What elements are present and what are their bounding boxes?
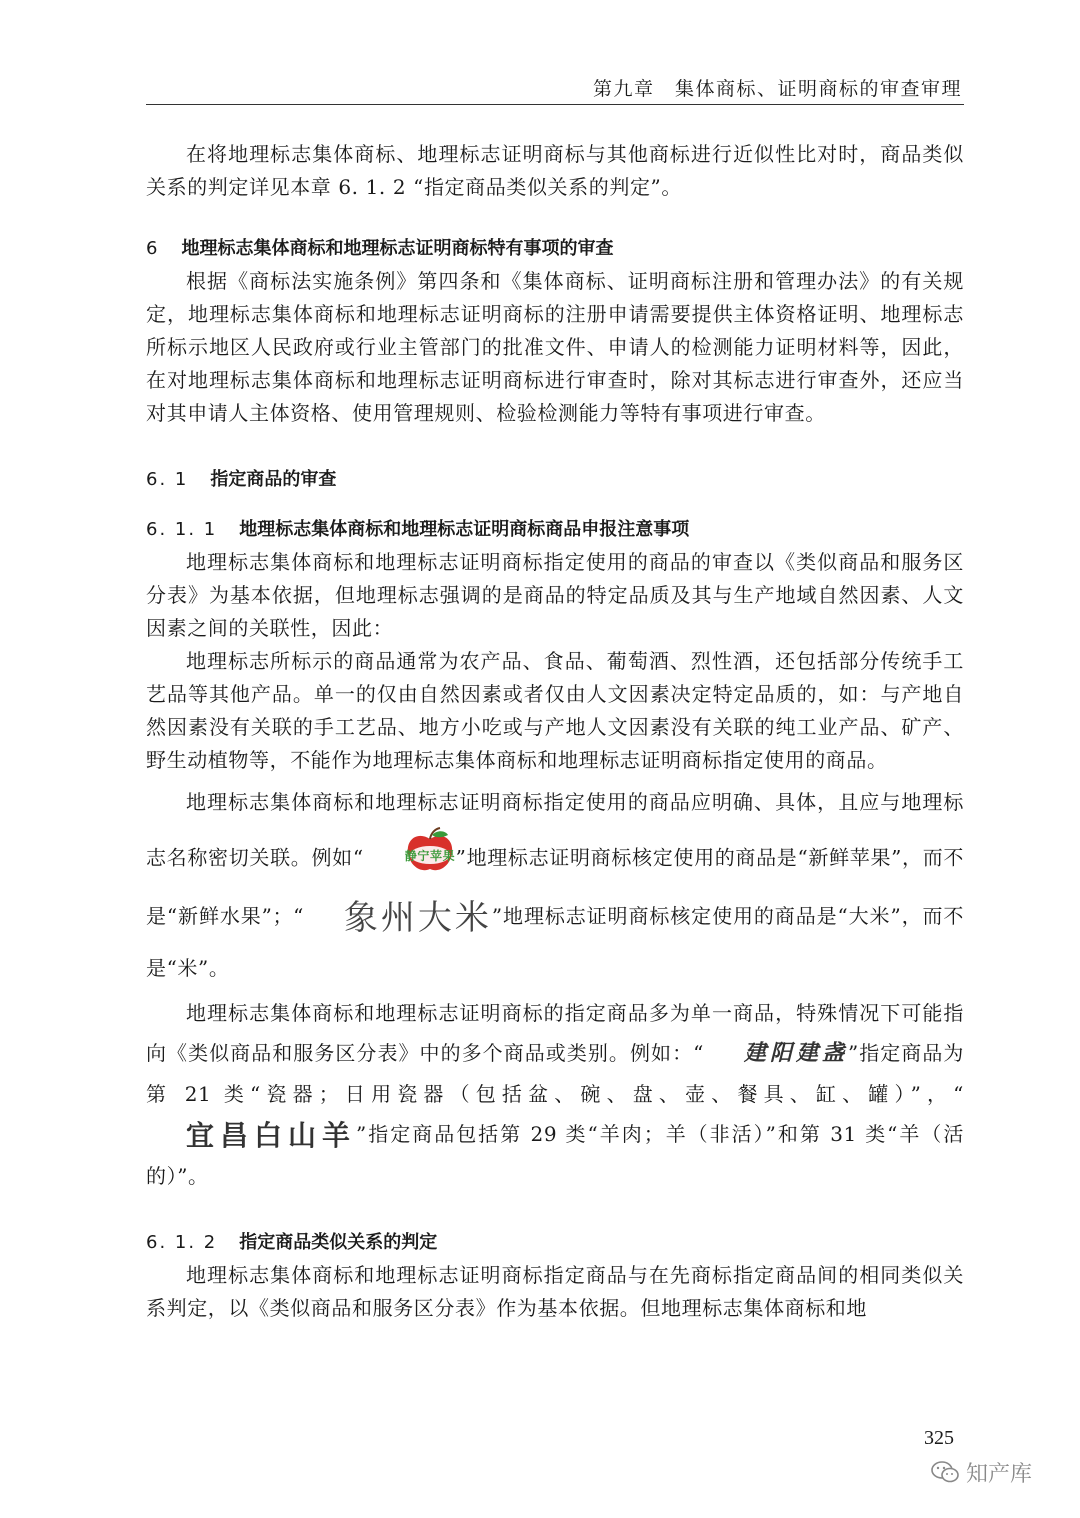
running-header — [146, 72, 964, 105]
paragraph: 地理标志所标示的商品通常为农产品、食品、葡萄酒、烈性酒，还包括部分传统手工艺品等其他产品。单一的仅由自然因素或者仅由人文因素决定特定品质的，如：与产地自然因素没有关联的手工艺品、地方小吃或与产地人文因素没有关联的纯工业产品、矿产、野生动植物等，不能作为地理标志集体商标和地理标志证明商标指定使用的商品。 — [146, 649, 964, 772]
text-run: ”地理标志证明商标核定使用的商品是“新鲜苹果”，而不是“新鲜水果”；“ — [146, 845, 964, 928]
section-title: 地理标志集体商标和地理标志证明商标商品申报注意事项 — [239, 519, 690, 540]
paragraph-with-marks — [146, 993, 964, 1196]
text-run: ”地理标志证明商标核定使用的商品是“大米”，而不是“米”。 — [146, 904, 964, 980]
paragraph: 地理标志集体商标和地理标志证明商标指定使用的商品的审查以《类似商品和服务区分表》为基本依据，但地理标志强调的是商品的特定品质及其与生产地域自然因素、人文因素之间的关联性，因此： — [146, 550, 964, 640]
xiangzhou-rice-mark: 象州大米 — [343, 897, 492, 938]
text-run: 地理标志集体商标和地理标志证明商标指定使用的商品应明确、具体，且应与地理标志名称密切关联。例如“ — [146, 790, 964, 870]
section-heading-6 — [146, 232, 964, 265]
section-title: 指定商品类似关系的判定 — [239, 1231, 438, 1253]
section-heading-6-1 — [146, 463, 964, 496]
jianyang-jianzhan-mark: 建阳建盏 — [743, 1041, 848, 1066]
text-run: ”指定商品为第 21 类“瓷器；日用瓷器（包括盆、碗、盘、壶、餐具、缸、罐）”，“ — [146, 1040, 964, 1106]
yichang-goat-mark: 宜昌白山羊 — [186, 1118, 357, 1152]
text-run: 地理标志集体商标和地理标志证明商标的指定商品多为单一商品，特殊情况下可能指向《类似商品和服务区分表》中的多个商品或类别。例如：“ — [146, 1000, 964, 1065]
apple-icon — [404, 827, 456, 873]
paragraph: 在将地理标志集体商标、地理标志证明商标与其他商标进行近似性比对时，商品类似关系的判定详见本章 6. 1. 2 “指定商品类似关系的判定”。 — [146, 142, 964, 199]
section-title: 地理标志集体商标和地理标志证明商标特有事项的审查 — [181, 238, 614, 259]
section-heading-6-1-1 — [146, 513, 964, 546]
page-body — [146, 138, 964, 1325]
section-number: 6 — [146, 238, 160, 259]
wechat-icon — [930, 1460, 960, 1484]
apple-logo-image — [364, 827, 456, 891]
section-number: 6. 1 — [146, 469, 189, 490]
svg-text:静宁苹果: 静宁苹果 — [404, 849, 455, 863]
paragraph: 根据《商标法实施条例》第四条和《集体商标、证明商标注册和管理办法》的有关规定，地理标志集体商标和地理标志证明商标的注册申请需要提供主体资格证明、地理标志所标示地区人民政府或行业主管部门的批准文件、申请人的检测能力证明材料等，因此，在对地理标志集体商标和地理标志证明商标进行审查时，除对其标志进行审查外，还应当对其申请人主体资格、使用管理规则、检验检测能力等特有事项进行审查。 — [146, 269, 964, 425]
watermark — [930, 1458, 1032, 1486]
paragraph-with-marks — [146, 777, 964, 993]
page-number: 325 — [924, 1427, 954, 1449]
section-heading-6-1-2 — [146, 1226, 964, 1259]
chapter-title: 第九章 集体商标、证明商标的审查审理 — [592, 78, 962, 100]
paragraph: 地理标志集体商标和地理标志证明商标指定商品与在先商标指定商品间的相同类似关系判定，以《类似商品和服务区分表》作为基本依据。但地理标志集体商标和地 — [146, 1262, 964, 1320]
text-run: ”指定商品包括第 29 类“羊肉；羊（非活）”和第 31 类“羊（活的）”。 — [146, 1122, 964, 1188]
section-number: 6. 1. 1 — [146, 519, 218, 540]
watermark-text: 知产库 — [966, 1461, 1033, 1487]
section-number: 6. 1. 2 — [146, 1231, 218, 1253]
section-title: 指定商品的审查 — [210, 469, 337, 490]
